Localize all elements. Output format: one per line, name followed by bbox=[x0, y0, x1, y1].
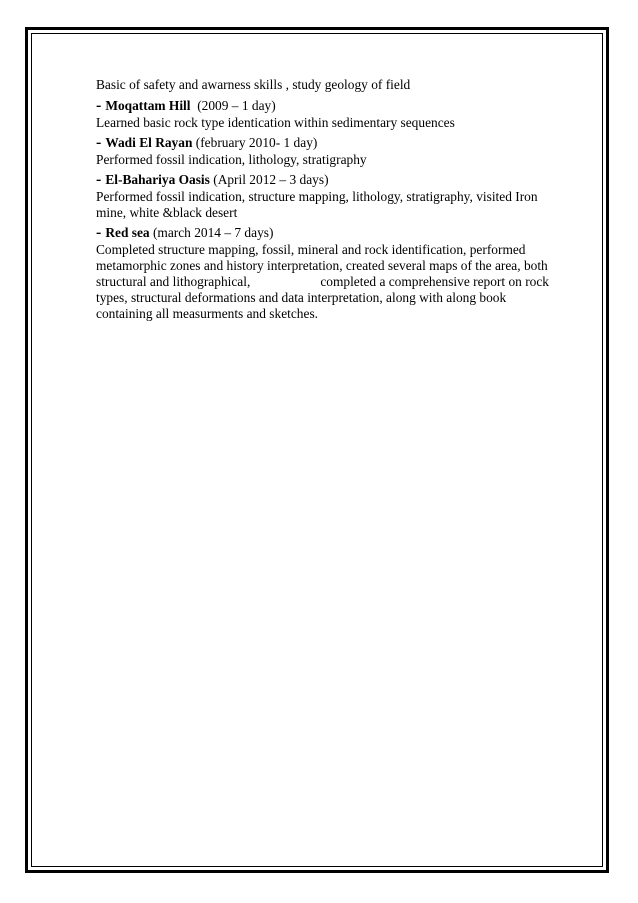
trip-description-line: Completed structure mapping, fossil, mineral and rock identification, performed bbox=[96, 242, 526, 257]
dash-bullet: - bbox=[96, 224, 102, 241]
trip-date: (march 2014 – 7 days) bbox=[152, 225, 274, 240]
field-trip-moqattam bbox=[96, 98, 546, 131]
dash-bullet: - bbox=[96, 97, 102, 114]
field-trip-bahariya bbox=[96, 172, 546, 221]
place-name: Red sea bbox=[105, 225, 150, 240]
entry-heading bbox=[96, 135, 546, 151]
field-trip-wadi-el-rayan bbox=[96, 135, 546, 168]
trip-description-line: containing all measurments and sketches. bbox=[96, 306, 318, 321]
field-trip-red-sea bbox=[96, 224, 549, 322]
dash-bullet: - bbox=[96, 171, 102, 188]
trip-date: (february 2010- 1 day) bbox=[195, 135, 318, 150]
entry-heading bbox=[96, 172, 546, 188]
entry-heading bbox=[96, 225, 546, 241]
trip-date: (April 2012 – 3 days) bbox=[213, 172, 329, 187]
entry-heading bbox=[96, 98, 546, 114]
trip-description-line: types, structural deformations and data interpretation, along with along book bbox=[96, 290, 507, 305]
trip-date: (2009 – 1 day) bbox=[197, 98, 276, 113]
place-name: Moqattam Hill bbox=[105, 98, 191, 113]
trip-description-line: metamorphic zones and history interpretation, created several maps of the area, both bbox=[96, 258, 548, 273]
trip-description: Performed fossil indication, lithology, stratigraphy bbox=[96, 152, 367, 167]
trip-description-fragment: completed a comprehensive report on rock bbox=[320, 274, 549, 289]
place-name: Wadi El Rayan bbox=[105, 135, 193, 150]
intro-text: Basic of safety and awarness skills , study geology of field bbox=[96, 77, 411, 92]
trip-description-line: Performed fossil indication, structure mapping, lithology, stratigraphy, visited Iron bbox=[96, 189, 538, 204]
document-body bbox=[96, 77, 549, 326]
dash-bullet: - bbox=[96, 134, 102, 151]
place-name: El-Bahariya Oasis bbox=[105, 172, 210, 187]
trip-description-line: mine, white &black desert bbox=[96, 205, 238, 220]
trip-description-line bbox=[96, 274, 549, 290]
trip-description: Learned basic rock type identication within sedimentary sequences bbox=[96, 115, 455, 130]
trip-description-fragment: structural and lithographical, bbox=[96, 274, 251, 289]
